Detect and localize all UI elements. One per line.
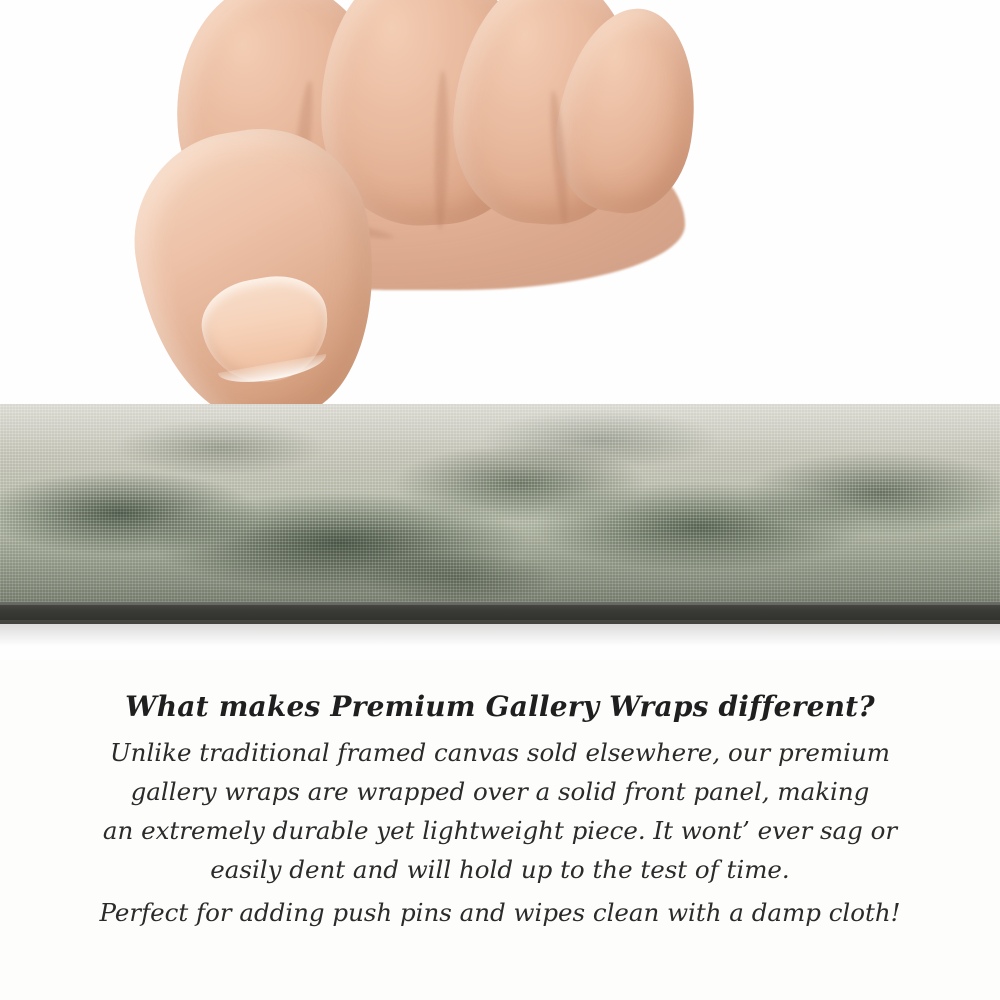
caption-line: an extremely durable yet lightweight piece. It wont’ ever sag or (102, 816, 898, 845)
caption-body (0, 733, 1000, 889)
canvas-wrap-panel (0, 404, 1000, 622)
panel-drop-shadow (0, 620, 1000, 646)
caption-line: gallery wraps are wrapped over a solid front panel, making (130, 777, 870, 806)
caption-block (0, 690, 1000, 932)
caption-line: Unlike traditional framed canvas sold elsewhere, our premium (110, 738, 890, 767)
canvas-lighting-overlay (0, 404, 1000, 602)
caption-heading: What makes Premium Gallery Wraps different? (125, 690, 875, 723)
caption-closing-line: Perfect for adding push pins and wipes clean with a damp cloth! (99, 898, 901, 927)
hand-illustration (105, 0, 665, 440)
caption-line: easily dent and will hold up to the test of time. (210, 855, 790, 884)
